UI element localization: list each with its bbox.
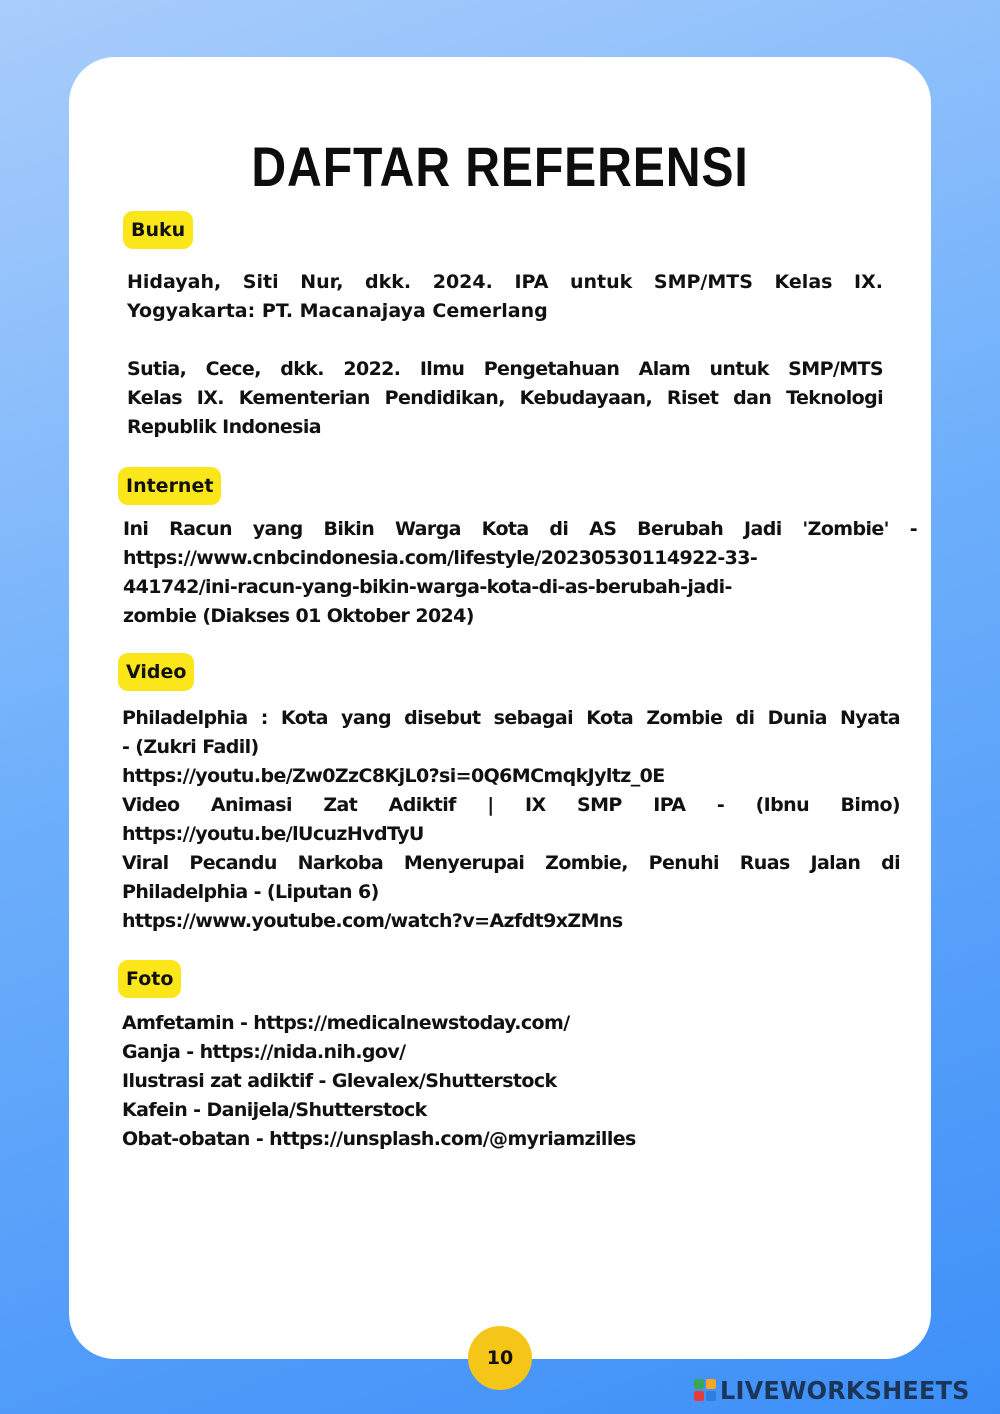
video-reference-1-title: Philadelphia : Kota yang disebut sebagai Kota Zombie di Dunia Nyata — [122, 707, 900, 729]
liveworksheets-logo[interactable] — [694, 1373, 980, 1407]
video-reference-3-link[interactable]: https://www.youtube.com/watch?v=Azfdt9xZMns — [122, 910, 623, 932]
section-badge-foto: Foto — [118, 960, 181, 998]
video-reference-1-author: - (Zukri Fadil) — [122, 736, 259, 758]
internet-reference-line-4: zombie (Diakses 01 Oktober 2024) — [123, 605, 474, 627]
photo-reference-1: Amfetamin - https://medicalnewstoday.com/ — [122, 1012, 570, 1034]
book-reference-2-line-2: Kelas IX. Kementerian Pendidikan, Kebudayaan, Riset dan Teknologi — [127, 387, 883, 409]
book-reference-2-line-3: Republik Indonesia — [127, 416, 322, 438]
liveworksheets-logo-icon — [694, 1379, 716, 1401]
book-reference-2 — [127, 355, 883, 442]
book-reference-1 — [127, 268, 883, 326]
book-reference-2-line-1: Sutia, Cece, dkk. 2022. Ilmu Pengetahuan Alam untuk SMP/MTS — [127, 358, 883, 380]
video-reference-2-link[interactable]: https://youtu.be/lUcuzHvdTyU — [122, 823, 424, 845]
photo-reference-3: Ilustrasi zat adiktif - Glevalex/Shutterstock — [122, 1070, 557, 1092]
book-reference-1-line-1: Hidayah, Siti Nur, dkk. 2024. IPA untuk SMP/MTS Kelas IX. — [127, 271, 883, 293]
page-title: DAFTAR REFERENSI — [251, 135, 749, 198]
internet-reference-line-3: 441742/ini-racun-yang-bikin-warga-kota-di-as-berubah-jadi- — [123, 576, 732, 598]
internet-reference-line-1: Ini Racun yang Bikin Warga Kota di AS Berubah Jadi 'Zombie' - — [123, 518, 917, 540]
video-reference-3-title: Viral Pecandu Narkoba Menyerupai Zombie, Penuhi Ruas Jalan di — [122, 852, 900, 874]
section-badge-video: Video — [118, 653, 194, 691]
photo-reference-2: Ganja - https://nida.nih.gov/ — [122, 1041, 406, 1063]
photo-references — [122, 1009, 900, 1154]
logo-tile-v — [694, 1391, 704, 1401]
liveworksheets-wordmark: LIVEWORKSHEETS — [720, 1375, 970, 1405]
logo-tile-i — [706, 1379, 716, 1389]
book-reference-1-line-2: Yogyakarta: PT. Macanajaya Cemerlang — [127, 300, 548, 322]
logo-tile-e — [706, 1391, 716, 1401]
video-reference-3-author: Philadelphia - (Liputan 6) — [122, 881, 379, 903]
internet-reference-line-2: https://www.cnbcindonesia.com/lifestyle/20230530114922-33- — [123, 547, 758, 569]
video-reference-2-title: Video Animasi Zat Adiktif | IX SMP IPA - (Ibnu Bimo) — [122, 794, 900, 816]
section-badge-internet: Internet — [118, 467, 221, 505]
video-reference-1-link[interactable]: https://youtu.be/Zw0ZzC8KjL0?si=0Q6MCmqkJyltz_0E — [122, 765, 665, 787]
video-references — [122, 704, 900, 936]
page-number: 10 — [468, 1326, 532, 1390]
photo-reference-4: Kafein - Danijela/Shutterstock — [122, 1099, 427, 1121]
internet-reference — [123, 515, 917, 631]
logo-tile-l — [694, 1379, 704, 1389]
section-badge-buku: Buku — [123, 211, 193, 249]
photo-reference-5: Obat-obatan - https://unsplash.com/@myriamzilles — [122, 1128, 636, 1150]
